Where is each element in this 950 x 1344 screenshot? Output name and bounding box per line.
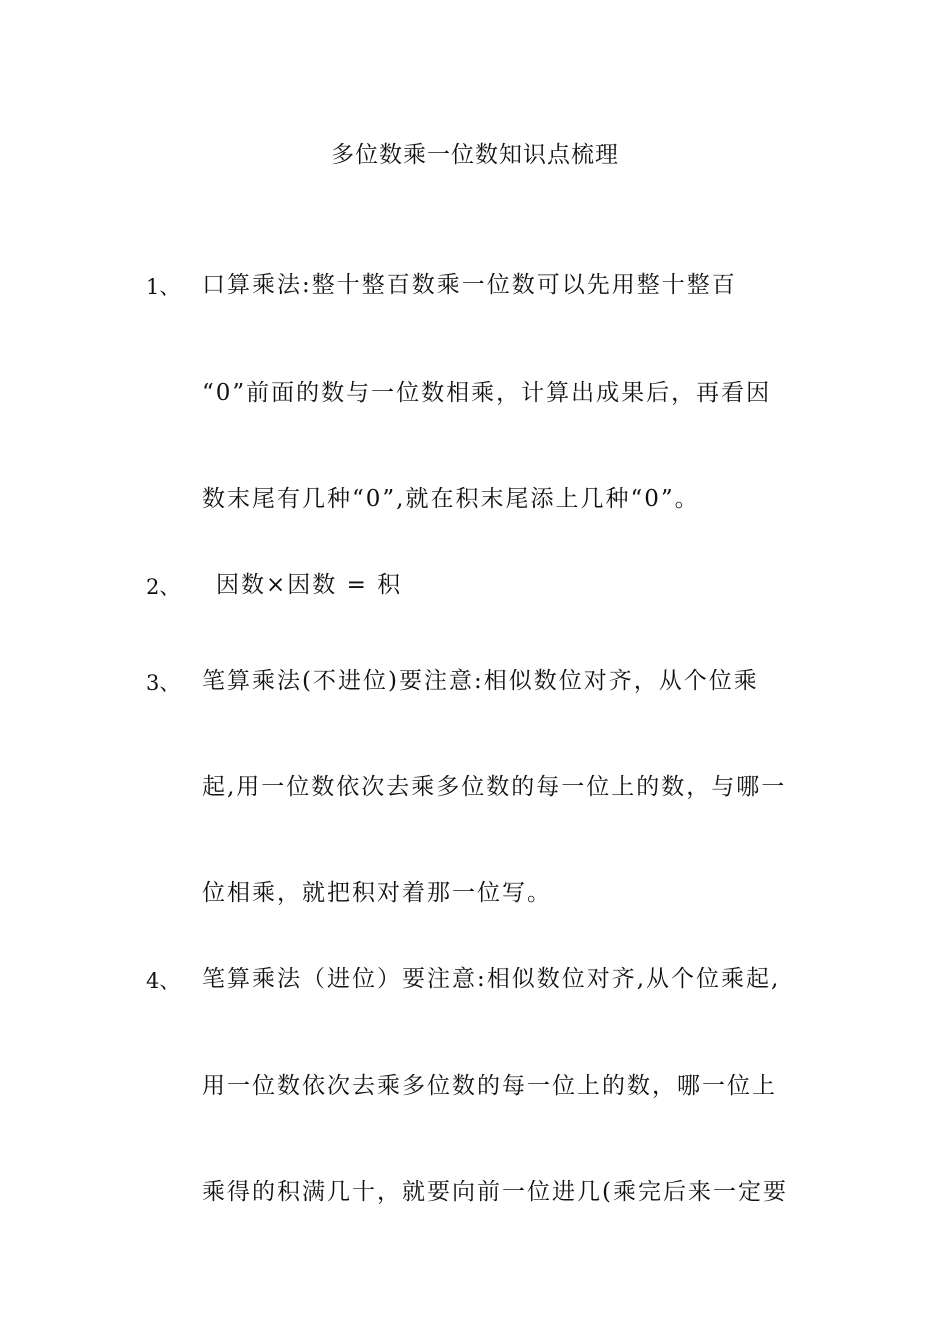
item-1-line-2: “0”前面的数与一位数相乘，计算出成果后，再看因 — [202, 380, 772, 406]
item-1-line-3: 数末尾有几种“0”,就在积末尾添上几种“0”。 — [202, 486, 700, 512]
page-title: 多位数乘一位数知识点梳理 — [331, 142, 619, 168]
item-2-line-1: 因数×因数 = 积 — [216, 572, 403, 598]
item-3-number: 3、 — [146, 671, 181, 695]
item-4-line-1: 笔算乘法（进位）要注意:相似数位对齐,从个位乘起, — [202, 966, 781, 992]
item-4-number: 4、 — [146, 969, 181, 993]
item-3-line-1: 笔算乘法(不进位)要注意:相似数位对齐，从个位乘 — [202, 668, 759, 694]
item-1-line-1: 口算乘法:整十整百数乘一位数可以先用整十整百 — [202, 272, 737, 298]
item-4-line-2: 用一位数依次去乘多位数的每一位上的数，哪一位上 — [202, 1073, 777, 1099]
item-3-line-2: 起,用一位数依次去乘多位数的每一位上的数，与哪一 — [202, 774, 787, 800]
item-1-number: 1、 — [146, 275, 181, 299]
item-3-line-3: 位相乘，就把积对着那一位写。 — [202, 880, 552, 906]
item-2-number: 2、 — [146, 575, 181, 599]
item-4-line-3: 乘得的积满几十，就要向前一位进几(乘完后来一定要 — [202, 1179, 788, 1205]
